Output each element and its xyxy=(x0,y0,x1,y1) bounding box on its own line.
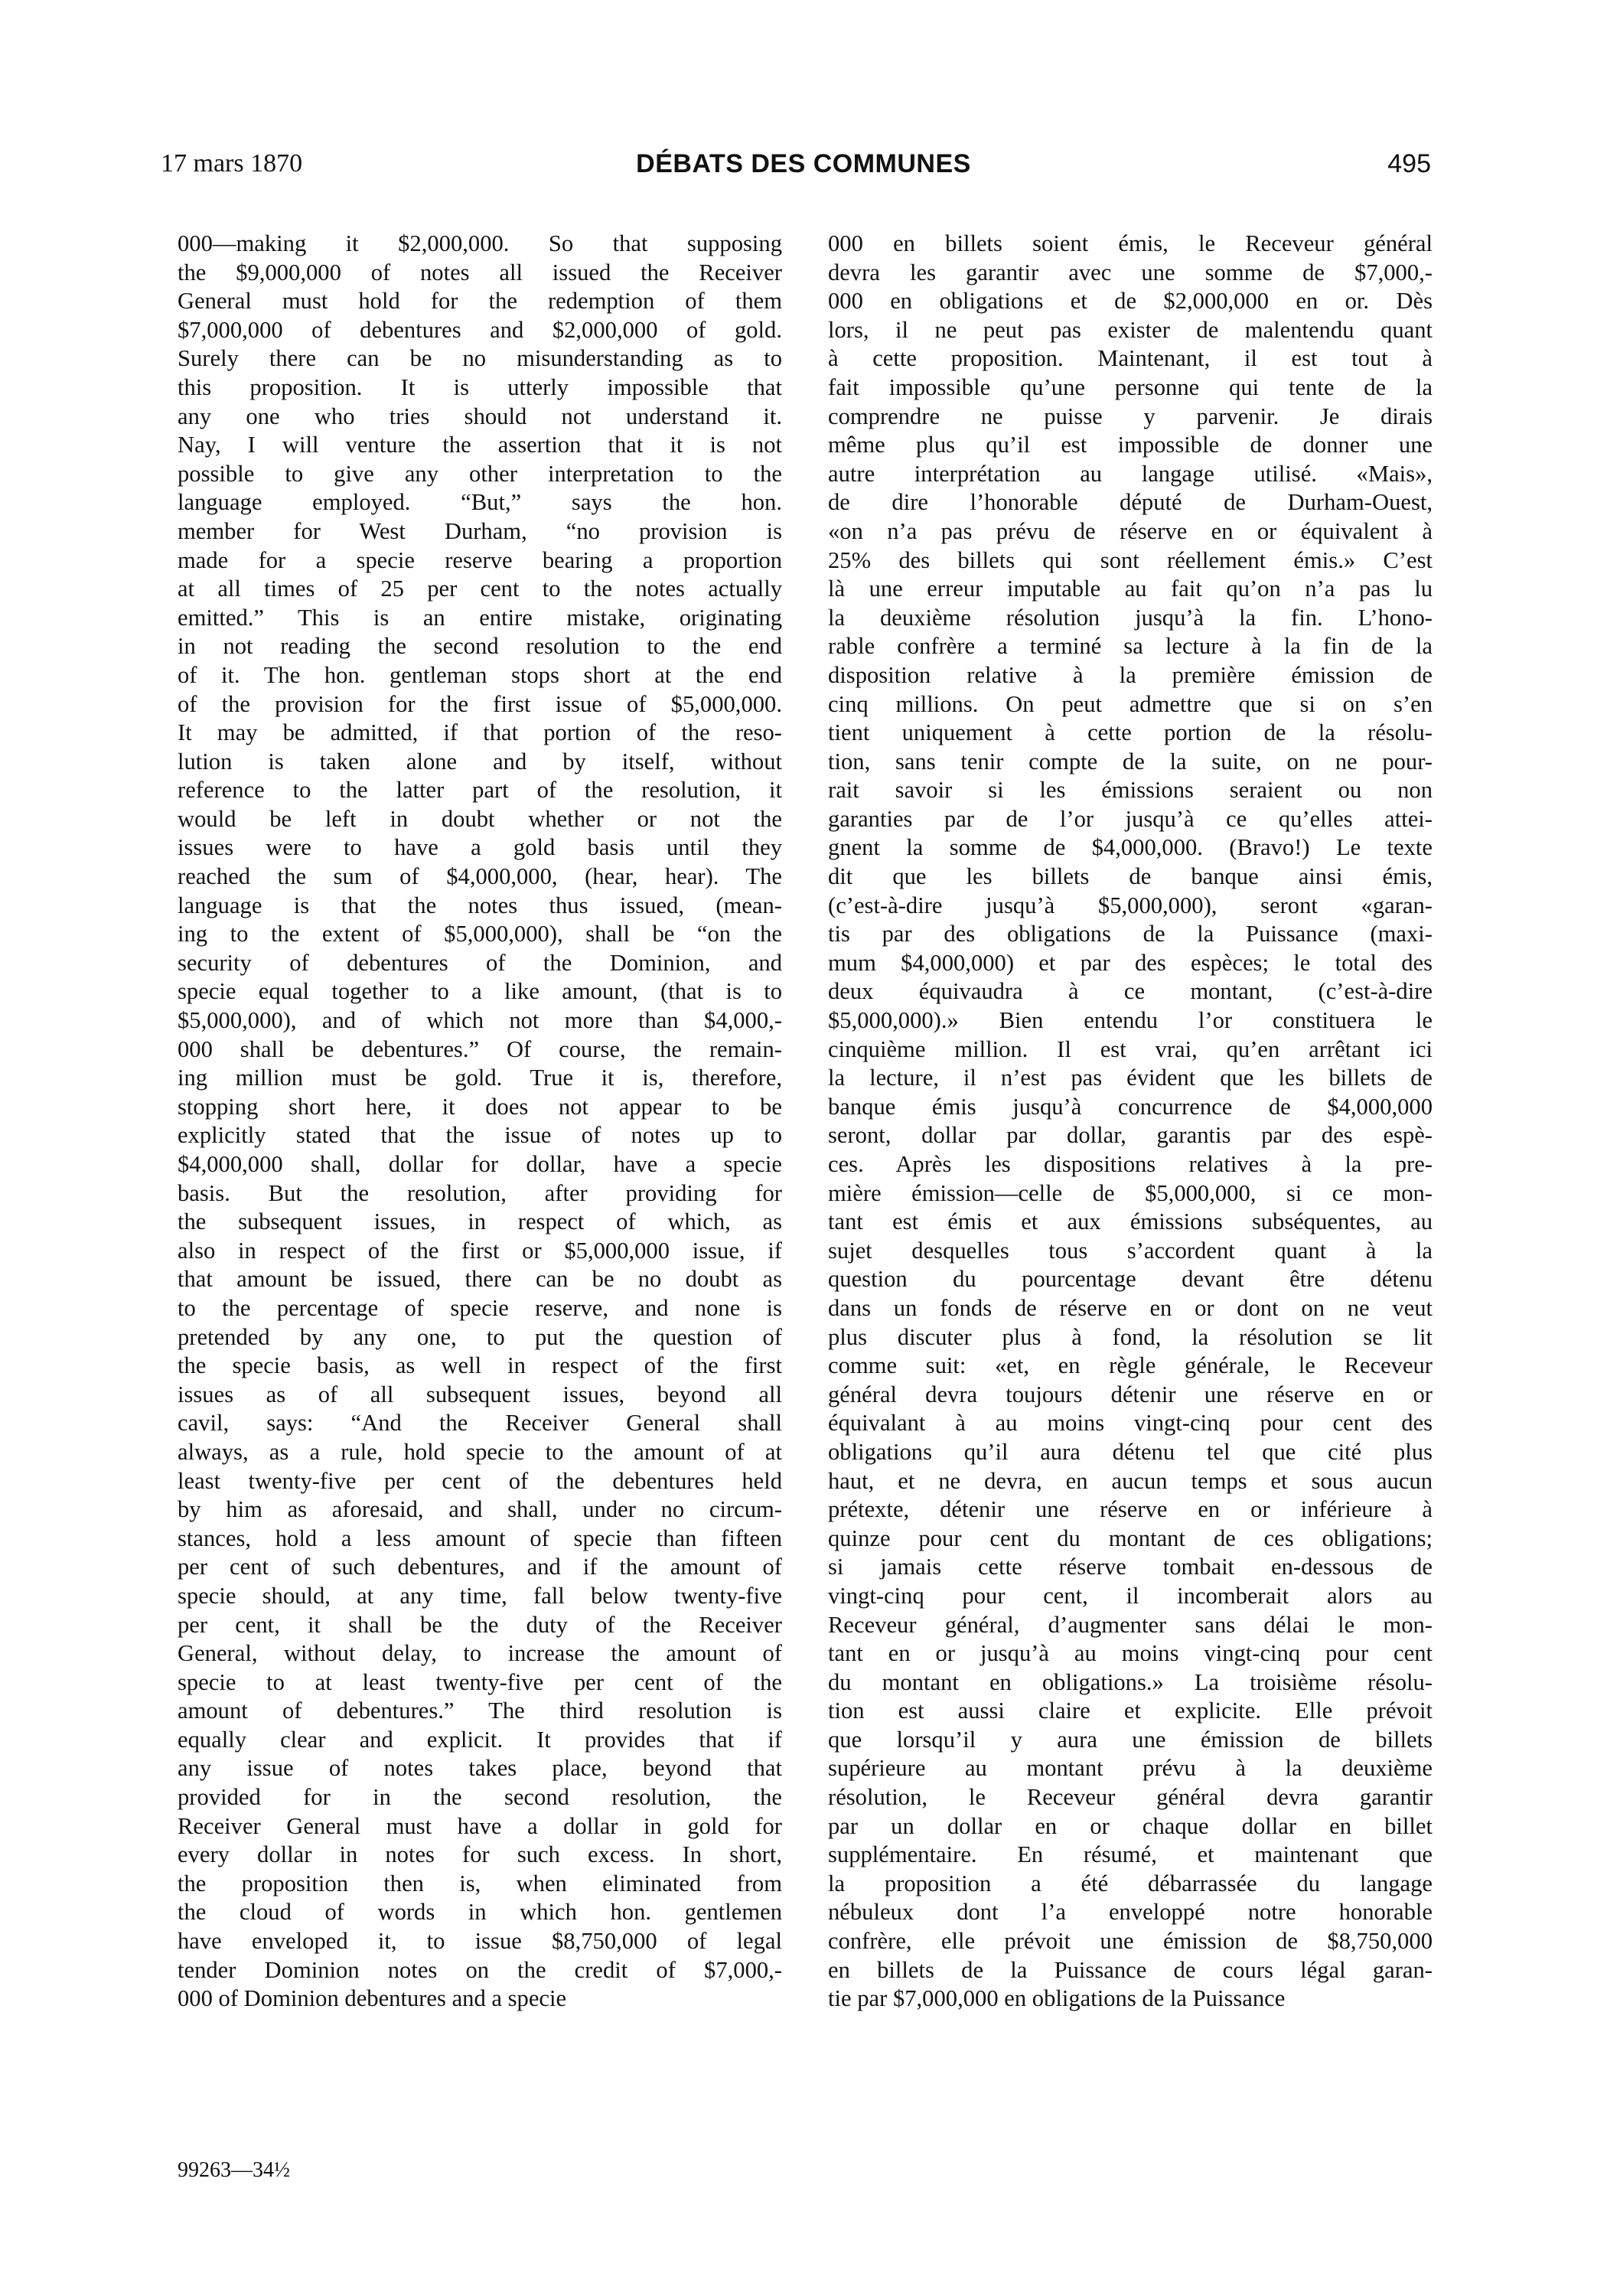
english-text-line: language is that the notes thus issued, (mean- xyxy=(178,892,782,918)
french-text-line: tion, sans tenir compte de la suite, on ne pour- xyxy=(828,748,1433,775)
french-text-line: tis par des obligations de la Puissance (maxi- xyxy=(828,921,1433,947)
english-text-line: stances, hold a less amount of specie than fifteen xyxy=(178,1525,782,1551)
english-text-line: 000 shall be debentures.” Of course, the remain- xyxy=(178,1035,782,1062)
english-text-line: pretended by any one, to put the question of xyxy=(178,1323,782,1350)
english-text-line: General, without delay, to increase the amount of xyxy=(178,1640,782,1667)
english-text-line: reached the sum of $4,000,000, (hear, hear). The xyxy=(178,863,782,890)
english-text-line: of it. The hon. gentleman stops short at the end xyxy=(178,661,782,688)
french-text-line: rait savoir si les émissions seraient ou non xyxy=(828,777,1433,804)
english-text-line: at all times of 25 per cent to the notes actually xyxy=(178,576,782,602)
english-text-line: $5,000,000), and of which not more than $4,000,- xyxy=(178,1007,782,1034)
french-text-line: question du pourcentage devant être détenu xyxy=(828,1266,1433,1293)
french-text-line: même plus qu’il est impossible de donner une xyxy=(828,432,1433,458)
english-text-line: least twenty-five per cent of the debentures held xyxy=(178,1467,782,1494)
french-text-line: mum $4,000,000) et par des espèces; le total des xyxy=(828,949,1433,976)
french-text-line: fait impossible qu’une personne qui tente de la xyxy=(828,373,1433,400)
french-text-line: là une erreur imputable au fait qu’on n’a pas lu xyxy=(828,576,1433,602)
french-text-line: (c’est-à-dire jusqu’à $5,000,000), seront «garan- xyxy=(828,892,1433,918)
english-text-line: cavil, says: “And the Receiver General shall xyxy=(178,1410,782,1437)
french-text-line: dans un fonds de réserve en or dont on ne veut xyxy=(828,1294,1433,1321)
french-text-line: devra les garantir avec une somme de $7,000,- xyxy=(828,259,1433,285)
french-text-line: la deuxième résolution jusqu’à la fin. L’hono- xyxy=(828,604,1433,631)
english-text-line: in not reading the second resolution to the end xyxy=(178,633,782,660)
french-text-line: que lorsqu’il y aura une émission de billets xyxy=(828,1726,1433,1753)
french-text-line: sujet desquelles tous s’accordent quant à la xyxy=(828,1237,1433,1264)
english-text-line: of the provision for the first issue of $5,000,000. xyxy=(178,690,782,717)
french-text-line: seront, dollar par dollar, garantis par des espè- xyxy=(828,1122,1433,1149)
french-text-line: plus discuter plus à fond, la résolution se lit xyxy=(828,1323,1433,1350)
english-text-line: issues were to have a gold basis until they xyxy=(178,834,782,861)
french-text-line: résolution, le Receveur général devra garantir xyxy=(828,1784,1433,1811)
french-text-line: rable confrère a terminé sa lecture à la fin de la xyxy=(828,633,1433,660)
french-text-line: tion est aussi claire et explicite. Elle prévoit xyxy=(828,1698,1433,1724)
english-text-line: that amount be issued, there can be no doubt as xyxy=(178,1266,782,1293)
french-text-line: garanties par de l’or jusqu’à ce qu’elles attei- xyxy=(828,805,1433,832)
english-text-line: 000 of Dominion debentures and a specie xyxy=(178,1985,567,2012)
english-text-line: lution is taken alone and by itself, without xyxy=(178,748,782,775)
english-text-line: basis. But the resolution, after providing for xyxy=(178,1179,782,1206)
french-text-line: quinze pour cent du montant de ces obligations; xyxy=(828,1525,1433,1551)
french-text-line: gnent la somme de $4,000,000. (Bravo!) Le texte xyxy=(828,834,1433,861)
english-text-line: emitted.” This is an entire mistake, originating xyxy=(178,604,782,631)
french-text-line: tant en or jusqu’à au moins vingt-cinq pour cent xyxy=(828,1640,1433,1667)
english-text-line: $4,000,000 shall, dollar for dollar, have a specie xyxy=(178,1151,782,1177)
english-text-line: issues as of all subsequent issues, beyond all xyxy=(178,1381,782,1407)
english-text-line: Receiver General must have a dollar in gold for xyxy=(178,1812,782,1839)
english-text-line: security of debentures of the Dominion, and xyxy=(178,949,782,976)
french-text-line: ces. Après les dispositions relatives à la pre- xyxy=(828,1151,1433,1177)
french-text-line: obligations qu’il aura détenu tel que cité plus xyxy=(828,1438,1433,1465)
english-text-line: possible to give any other interpretation to the xyxy=(178,460,782,487)
english-column xyxy=(178,230,782,2014)
english-text-line: Surely there can be no misunderstanding as to xyxy=(178,345,782,372)
english-text-line: General must hold for the redemption of them xyxy=(178,288,782,315)
french-text-line: du montant en obligations.» La troisième résolu- xyxy=(828,1668,1433,1695)
french-text-line: nébuleux dont l’a enveloppé notre honorable xyxy=(828,1899,1433,1926)
english-text-line: the specie basis, as well in respect of the first xyxy=(178,1352,782,1379)
english-text-line: have enveloped it, to issue $8,750,000 of legal xyxy=(178,1928,782,1955)
french-text-line: par un dollar en or chaque dollar en billet xyxy=(828,1812,1433,1839)
english-text-line: any issue of notes takes place, beyond that xyxy=(178,1755,782,1782)
french-text-line: tie par $7,000,000 en obligations de la Puissance xyxy=(828,1985,1286,2012)
french-text-line: haut, et ne devra, en aucun temps et sous aucun xyxy=(828,1467,1433,1494)
english-text-line: the subsequent issues, in respect of which, as xyxy=(178,1208,782,1235)
english-text-line: the $9,000,000 of notes all issued the Receiver xyxy=(178,259,782,285)
french-text-line: cinq millions. On peut admettre que si on s’en xyxy=(828,690,1433,717)
french-text-line: deux équivaudra à ce montant, (c’est-à-dire xyxy=(828,978,1433,1005)
french-text-line: lors, il ne peut pas exister de malentendu quant xyxy=(828,316,1433,343)
english-text-line: per cent of such debentures, and if the amount of xyxy=(178,1554,782,1580)
english-text-line: to the percentage of specie reserve, and none is xyxy=(178,1294,782,1321)
french-text-line: tant est émis et aux émissions subséquentes, au xyxy=(828,1208,1433,1235)
english-text-line: always, as a rule, hold specie to the amount of at xyxy=(178,1438,782,1465)
english-text-line: also in respect of the first or $5,000,000 issue, if xyxy=(178,1237,782,1264)
english-text-line: It may be admitted, if that portion of the reso- xyxy=(178,719,782,746)
english-text-line: made for a specie reserve bearing a proportion xyxy=(178,546,782,573)
english-text-line: per cent, it shall be the duty of the Receiver xyxy=(178,1611,782,1638)
english-text-line: the proposition then is, when eliminated from xyxy=(178,1870,782,1896)
running-header-date: 17 mars 1870 xyxy=(161,149,303,178)
french-text-line: banque émis jusqu’à concurrence de $4,000,000 xyxy=(828,1093,1433,1120)
english-text-line: specie to at least twenty-five per cent of the xyxy=(178,1668,782,1695)
english-text-line: explicitly stated that the issue of notes up to xyxy=(178,1122,782,1149)
footer-signature-code: 99263—34½ xyxy=(178,2158,290,2182)
french-text-line: en billets de la Puissance de cours légal garan- xyxy=(828,1956,1433,1983)
french-text-line: Receveur général, d’augmenter sans délai le mon- xyxy=(828,1611,1433,1638)
english-text-line: stopping short here, it does not appear to be xyxy=(178,1093,782,1120)
english-text-line: every dollar in notes for such excess. In short, xyxy=(178,1841,782,1868)
french-text-line: comme suit: «et, en règle générale, le Receveur xyxy=(828,1352,1433,1379)
english-text-line: reference to the latter part of the resolution, it xyxy=(178,777,782,804)
english-text-line: specie equal together to a like amount, (that is to xyxy=(178,978,782,1005)
french-text-line: supplémentaire. En résumé, et maintenant que xyxy=(828,1841,1433,1868)
english-text-line: provided for in the second resolution, the xyxy=(178,1784,782,1811)
french-text-line: 000 en obligations et de $2,000,000 en or. Dès xyxy=(828,288,1433,315)
french-text-line: à cette proposition. Maintenant, il est tout à xyxy=(828,345,1433,372)
english-text-line: the cloud of words in which hon. gentlemen xyxy=(178,1899,782,1926)
english-text-line: by him as aforesaid, and shall, under no circum- xyxy=(178,1496,782,1523)
english-text-line: language employed. “But,” says the hon. xyxy=(178,489,782,516)
french-text-line: la proposition a été débarrassée du langage xyxy=(828,1870,1433,1896)
french-text-line: supérieure au montant prévu à la deuxième xyxy=(828,1755,1433,1782)
french-text-line: confrère, elle prévoit une émission de $8,750,000 xyxy=(828,1928,1433,1955)
french-text-line: général devra toujours détenir une réserve en or xyxy=(828,1381,1433,1407)
english-text-line: any one who tries should not understand it. xyxy=(178,403,782,429)
french-text-line: équivalant à au moins vingt-cinq pour cent des xyxy=(828,1410,1433,1437)
french-text-line: prétexte, détenir une réserve en or inférieure à xyxy=(828,1496,1433,1523)
english-text-line: ing to the extent of $5,000,000), shall be “on the xyxy=(178,921,782,947)
french-text-line: $5,000,000).» Bien entendu l’or constituera le xyxy=(828,1007,1433,1034)
french-text-line: 25% des billets qui sont réellement émis.» C’est xyxy=(828,546,1433,573)
running-header-title: DÉBATS DES COMMUNES xyxy=(636,149,971,178)
english-text-line: specie should, at any time, fall below twenty-five xyxy=(178,1582,782,1609)
english-text-line: member for West Durham, “no provision is xyxy=(178,517,782,544)
french-text-line: mière émission—celle de $5,000,000, si ce mon- xyxy=(828,1179,1433,1206)
french-text-line: la lecture, il n’est pas évident que les billets de xyxy=(828,1065,1433,1091)
english-text-line: this proposition. It is utterly impossible that xyxy=(178,373,782,400)
french-text-line: vingt-cinq pour cent, il incomberait alors au xyxy=(828,1582,1433,1609)
english-text-line: $7,000,000 of debentures and $2,000,000 of gold. xyxy=(178,316,782,343)
french-text-line: disposition relative à la première émission de xyxy=(828,661,1433,688)
english-text-line: amount of debentures.” The third resolution is xyxy=(178,1698,782,1724)
french-column xyxy=(828,230,1433,2014)
french-text-line: autre interprétation au langage utilisé. «Mais», xyxy=(828,460,1433,487)
french-text-line: 000 en billets soient émis, le Receveur général xyxy=(828,230,1433,256)
french-text-line: dit que les billets de banque ainsi émis, xyxy=(828,863,1433,890)
english-text-line: ing million must be gold. True it is, therefore, xyxy=(178,1065,782,1091)
french-text-line: tient uniquement à cette portion de la résolu- xyxy=(828,719,1433,746)
english-text-line: 000—making it $2,000,000. So that supposing xyxy=(178,230,782,256)
english-text-line: would be left in doubt whether or not the xyxy=(178,805,782,832)
french-text-line: si jamais cette réserve tombait en-dessous de xyxy=(828,1554,1433,1580)
english-text-line: Nay, I will venture the assertion that it is not xyxy=(178,432,782,458)
french-text-line: de dire l’honorable député de Durham-Ouest, xyxy=(828,489,1433,516)
french-text-line: comprendre ne puisse y parvenir. Je dirais xyxy=(828,403,1433,429)
page-number: 495 xyxy=(1387,149,1431,178)
english-text-line: equally clear and explicit. It provides that if xyxy=(178,1726,782,1753)
french-text-line: «on n’a pas prévu de réserve en or équivalent à xyxy=(828,517,1433,544)
english-text-line: tender Dominion notes on the credit of $7,000,- xyxy=(178,1956,782,1983)
french-text-line: cinquième million. Il est vrai, qu’en arrêtant ici xyxy=(828,1035,1433,1062)
